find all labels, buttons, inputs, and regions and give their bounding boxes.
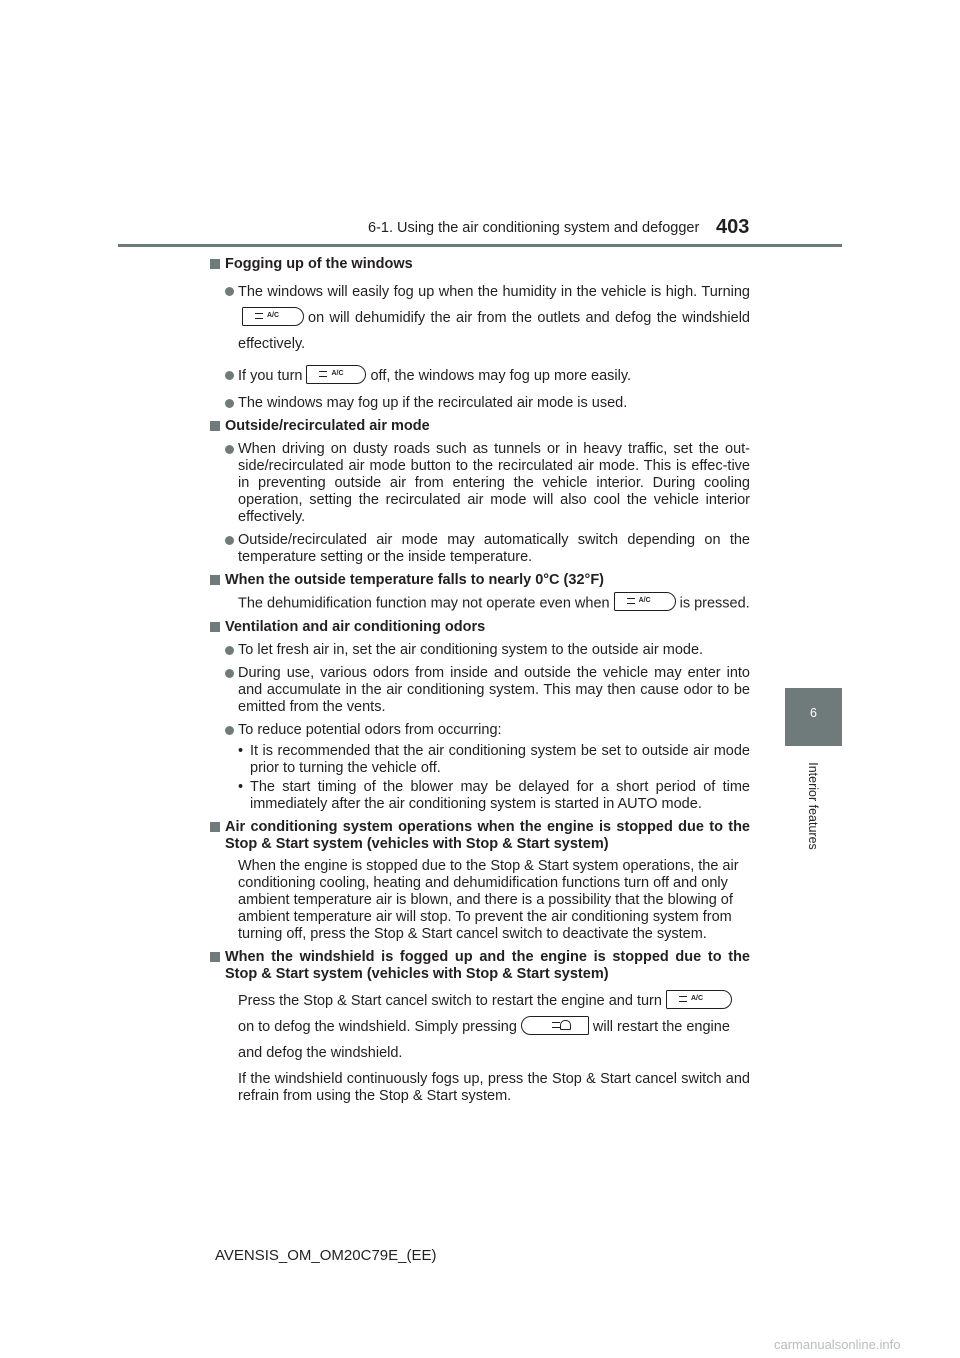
circle-bullet-icon (225, 536, 234, 545)
section-heading: When the outside temperature falls to nearly 0°C (32°F) (210, 572, 750, 589)
paragraph: The dehumidification function may not operate even when A/C is pressed. (210, 594, 750, 613)
section-heading: When the windshield is fogged up and the engine is stopped due to the Stop & Start system (vehicles with Stop & Start system) (210, 949, 750, 983)
ac-button-icon: A/C (242, 307, 304, 326)
circle-bullet-icon (225, 445, 234, 454)
ac-button-icon: A/C (666, 990, 732, 1009)
square-bullet-icon (210, 575, 220, 585)
page-header (0, 0, 960, 250)
sub-bullet-item: • The start timing of the blower may be delayed for a short period of time immediately after the air conditioning system is started in AUTO mode. (238, 779, 750, 812)
bullet-item: To let fresh air in, set the air conditioning system to the outside air mode. (210, 642, 750, 659)
paragraph: When the engine is stopped due to the Stop & Start system operations, the air conditioning cooling, heating and dehumidification functions turn off and only ambient temperature air is blown, and there is a possibility that the blowing of ambient temperature air will stop. To prevent the air conditioning system from turning off, press the Stop & Start cancel switch to deactivate the system. (238, 858, 739, 942)
square-bullet-icon (210, 421, 220, 431)
circle-bullet-icon (225, 399, 234, 408)
header-divider (118, 244, 842, 247)
manual-code: AVENSIS_OM_OM20C79E_(EE) (215, 1247, 437, 1264)
page-content (210, 254, 750, 1105)
bullet-item: When driving on dusty roads such as tunnels or in heavy traffic, set the out-side/recirculated air mode button to the recirculated air mode. This is effec-tive in preventing outside air from entering the vehicle interior. During cooling operation, setting the recirculated air mode will also cool the vehicle interior effectively. (210, 441, 750, 526)
paragraph: Press the Stop & Start cancel switch to restart the engine and turn A/C on to defog the windshield. Simply pressing will restart the engine and defog the windshield. (210, 988, 750, 1066)
circle-bullet-icon (225, 287, 234, 296)
ac-button-icon: A/C (306, 365, 366, 384)
bullet-item: To reduce potential odors from occurring: (210, 722, 750, 739)
bullet-item: The windows will easily fog up when the humidity in the vehicle is high. Turning A/C on will dehumidify the air from the outlets and defog the windshield effectively. (210, 279, 750, 357)
circle-bullet-icon (225, 371, 234, 380)
square-bullet-icon (210, 822, 220, 832)
square-bullet-icon (210, 952, 220, 962)
bullet-item: Outside/recirculated air mode may automatically switch depending on the temperature setting or the inside temperature. (210, 532, 750, 566)
square-bullet-icon (210, 259, 220, 269)
bullet-item: The windows may fog up if the recirculated air mode is used. (210, 395, 750, 412)
page-number: 403 (716, 216, 750, 238)
windshield-defogger-button-icon (521, 1016, 589, 1035)
chapter-number: 6 (810, 706, 817, 720)
section-title: 6-1. Using the air conditioning system and defogger (368, 220, 700, 236)
section-heading: Air conditioning system operations when the engine is stopped due to the Stop & Start system (vehicles with Stop & Start system) (210, 819, 750, 853)
section-heading: Outside/recirculated air mode (210, 418, 750, 435)
bullet-item: If you turn A/C off, the windows may fog up more easily. (210, 363, 750, 389)
circle-bullet-icon (225, 669, 234, 678)
square-bullet-icon (210, 622, 220, 632)
ac-button-icon: A/C (614, 592, 676, 611)
chapter-tab (785, 688, 842, 746)
sub-bullet-item: • It is recommended that the air conditioning system be set to outside air mode prior to turning the vehicle off. (238, 743, 750, 776)
section-heading: Fogging up of the windows (210, 256, 750, 273)
section-heading: Ventilation and air conditioning odors (210, 619, 750, 636)
watermark: carmanualsonline.info (774, 1337, 901, 1352)
chapter-title: Interior features (806, 762, 820, 850)
circle-bullet-icon (225, 726, 234, 735)
paragraph: If the windshield continuously fogs up, press the Stop & Start cancel switch and refrain from using the Stop & Start system. (238, 1071, 750, 1104)
bullet-item: During use, various odors from inside and outside the vehicle may enter into and accumulate in the air conditioning system. This may then cause odor to be emitted from the vents. (210, 665, 750, 716)
circle-bullet-icon (225, 646, 234, 655)
